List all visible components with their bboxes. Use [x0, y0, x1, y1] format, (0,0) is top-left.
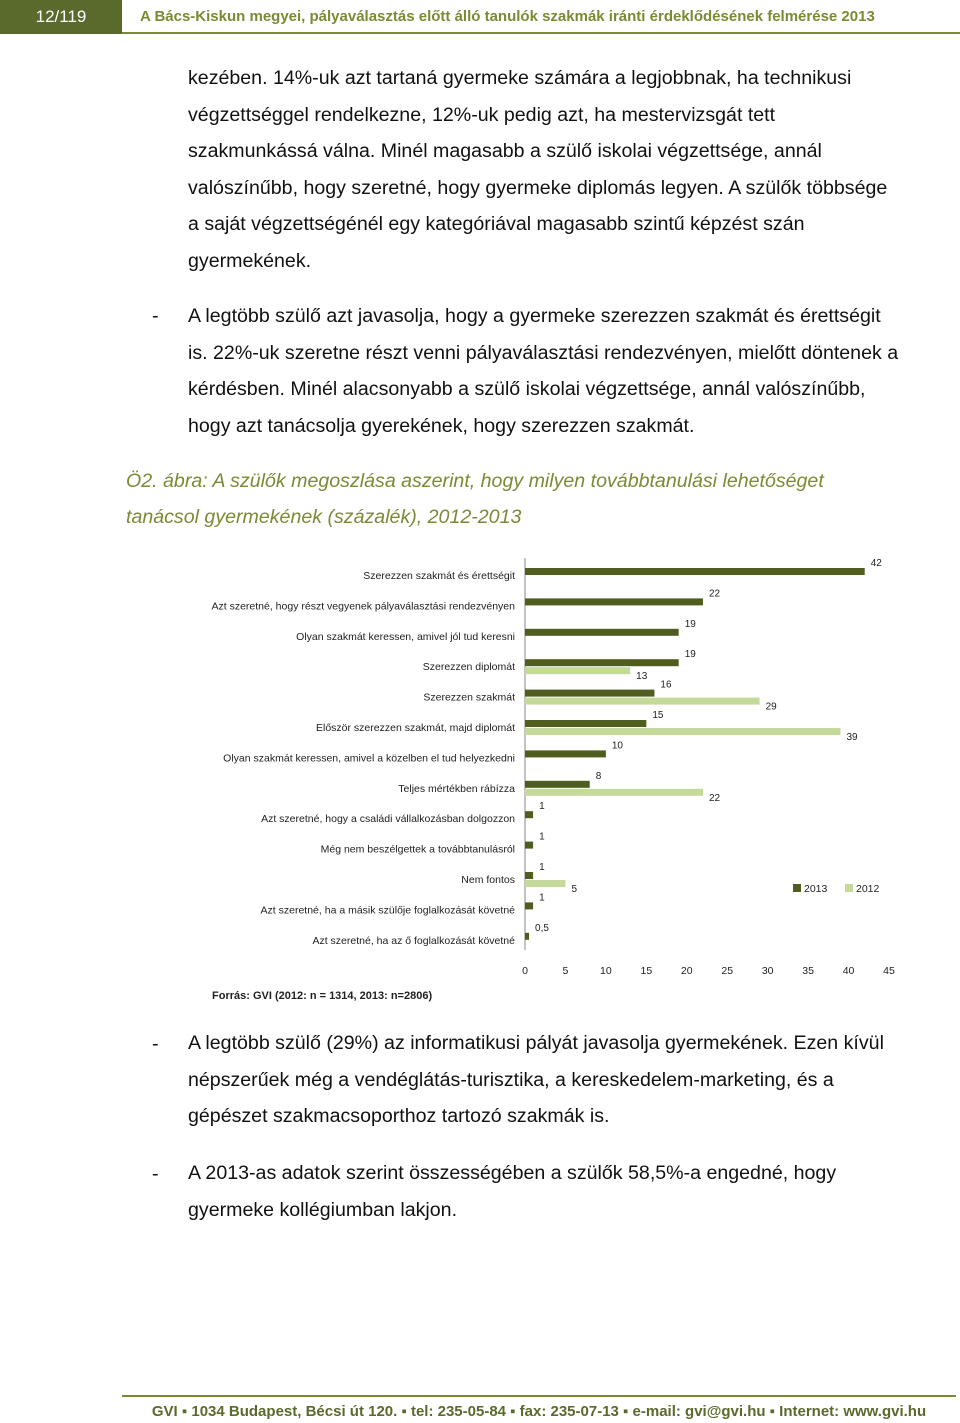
data-label-2012: 29 — [765, 701, 777, 713]
bar-2013 — [525, 598, 703, 605]
category-label: Azt szeretné, hogy részt vegyenek pályaválasztási rendezvényen — [211, 600, 515, 613]
header-rule — [122, 32, 960, 34]
x-tick-label: 35 — [802, 965, 814, 977]
x-tick-label: 0 — [522, 965, 528, 977]
x-tick-label: 15 — [640, 965, 653, 977]
legend-label: 2012 — [856, 883, 880, 895]
bar-2012 — [525, 698, 760, 705]
data-label-2013: 10 — [611, 740, 624, 752]
bullet-dash: - — [152, 1033, 159, 1055]
bar-2012 — [525, 728, 840, 735]
data-label-2013: 1 — [539, 831, 545, 843]
bullet1-line: is. 22%-uk szeretne részt venni pályaválasztási rendezvényen, mielőtt döntenek a — [188, 341, 899, 364]
legend-swatch-2012 — [845, 884, 853, 892]
figure-caption — [126, 463, 956, 535]
category-label: Olyan szakmát keressen, amivel a közelben el tud helyezkedni — [223, 752, 515, 765]
x-tick-label: 20 — [680, 965, 693, 977]
bullet1-line: hogy azt tanácsolja gyerekének, hogy szerezzen szakmát. — [188, 414, 695, 437]
bar-2013 — [525, 902, 533, 909]
bullet-paragraph-1 — [188, 298, 954, 444]
category-label: Azt szeretné, ha a másik szülője foglalkozását követné — [260, 904, 515, 917]
bar-2013 — [525, 568, 865, 575]
bullet2-line: gépészet szakmacsoporthoz tartozó szakmák is. — [188, 1105, 610, 1128]
category-label: Nem fontos — [461, 874, 515, 886]
bullet-dash: - — [152, 305, 159, 327]
category-label: Először szerezzen szakmát, majd diplomát — [316, 722, 515, 734]
data-label-2012: 39 — [846, 732, 858, 743]
category-label: Még nem beszélgettek a továbbtanulásról — [320, 843, 515, 856]
data-label-2013: 22 — [708, 588, 721, 600]
bullet2-line: népszerűek még a vendéglátás-turisztika, a kereskedelem-marketing, és a — [188, 1068, 834, 1091]
data-label-2012: 5 — [571, 884, 578, 895]
data-label-2013: 16 — [660, 679, 672, 691]
bar-2013 — [525, 720, 646, 727]
bar-2013 — [525, 659, 679, 666]
data-label-2013: 15 — [652, 710, 664, 721]
bullet-dash: - — [152, 1163, 159, 1185]
legend-label: 2013 — [804, 883, 828, 895]
bar-2012 — [525, 667, 630, 674]
bar-2013 — [525, 872, 533, 879]
bar-2013 — [525, 781, 590, 788]
bar-2013 — [525, 842, 533, 849]
header-title: A Bács-Kiskun megyei, pályaválasztás előtt álló tanulók szakmák iránti érdeklődésének felmérése 2013 — [140, 8, 875, 25]
x-tick-label: 30 — [761, 965, 774, 977]
page-header — [0, 0, 960, 34]
data-label-2013: 1 — [539, 892, 545, 904]
intro-line: a saját végzettségénél egy kategóriával magasabb szintű képzést szán — [188, 213, 805, 236]
x-tick-label: 10 — [600, 965, 612, 977]
category-label: Szerezzen diplomát — [422, 661, 515, 674]
footer-rule — [122, 1395, 956, 1397]
intro-line: valószínűbb, hogy szeretné, hogy gyermeke diplomás legyen. A szülők többsége — [188, 176, 888, 199]
bar-2013 — [525, 629, 679, 636]
intro-line: gyermekének. — [188, 249, 312, 272]
chart-source: Forrás: GVI (2012: n = 1314, 2013: n=2806) — [212, 990, 433, 1002]
bar-2013 — [525, 811, 533, 818]
intro-line: kezében. 14%-uk azt tartaná gyermeke számára a legjobbnak, ha technikusi — [188, 67, 852, 89]
page-footer: GVI ▪ 1034 Budapest, Bécsi út 120. ▪ tel: 235-05-84 ▪ fax: 235-07-13 ▪ e-mail: gvi@gvi.hu ▪ Internet: www.gvi.hu — [151, 1403, 927, 1420]
bar-2012 — [525, 789, 703, 796]
category-label: Szerezzen szakmát — [423, 691, 515, 704]
bullet1-line: kérdésben. Minél alacsonyabb a szülő iskolai végzettsége, annál valószínűbb, — [188, 378, 866, 401]
bullet-paragraph-2 — [188, 1025, 954, 1135]
x-tick-label: 5 — [562, 965, 569, 977]
intro-paragraph — [188, 60, 954, 280]
intro-line: végzettséggel rendelkezne, 12%-uk pedig azt, ha mestervizsgát tett — [188, 103, 776, 126]
bullet-paragraph-3 — [188, 1155, 954, 1228]
data-label-2013: 0,5 — [535, 922, 549, 934]
x-tick-label: 25 — [721, 965, 734, 977]
data-label-2013: 42 — [870, 558, 882, 569]
category-label: Szerezzen szakmát és érettségit — [363, 570, 515, 582]
category-label: Azt szeretné, hogy a családi vállalkozásban dolgozzon — [261, 813, 515, 826]
bar-2013 — [525, 690, 654, 697]
data-label-2012: 13 — [636, 671, 648, 683]
category-label: Teljes mértékben rábízza — [398, 782, 515, 795]
bar-2013 — [525, 750, 606, 757]
x-tick-label: 45 — [883, 965, 895, 977]
data-label-2012: 22 — [708, 792, 721, 804]
bullet1-line: A legtöbb szülő azt javasolja, hogy a gyermeke szerezzen szakmát és érettségit — [188, 305, 881, 327]
x-tick-label: 40 — [842, 965, 855, 977]
bullet2-line: A legtöbb szülő (29%) az informatikusi pályát javasolja gyermekének. Ezen kívül — [188, 1032, 884, 1054]
page-number: 12/119 — [0, 0, 122, 34]
intro-line: szakmunkássá válna. Minél magasabb a szülő iskolai végzettsége, annál — [188, 140, 822, 163]
caption-line-2: tanácsol gyermekének (százalék), 2012-2013 — [126, 506, 522, 528]
bar-2013 — [525, 933, 529, 940]
category-label: Olyan szakmát keressen, amivel jól tud keresni — [296, 630, 515, 643]
bullet3-line: gyermeke kollégiumban lakjon. — [188, 1198, 458, 1221]
bar-chart — [0, 540, 960, 990]
data-label-2013: 19 — [684, 649, 696, 661]
category-label: Azt szeretné, ha az ő foglalkozását követné — [312, 934, 515, 947]
data-label-2013: 1 — [539, 801, 545, 813]
data-label-2013: 19 — [684, 618, 696, 630]
bullet3-line: A 2013-as adatok szerint összességében a szülők 58,5%-a engedné, hogy — [188, 1162, 837, 1184]
data-label-2013: 8 — [595, 770, 602, 782]
bar-2012 — [525, 880, 565, 887]
data-label-2013: 1 — [539, 862, 545, 873]
caption-line-1: Ö2. ábra: A szülők megoszlása aszerint, hogy milyen továbbtanulási lehetőséget — [126, 470, 824, 492]
legend-swatch-2013 — [793, 884, 801, 892]
